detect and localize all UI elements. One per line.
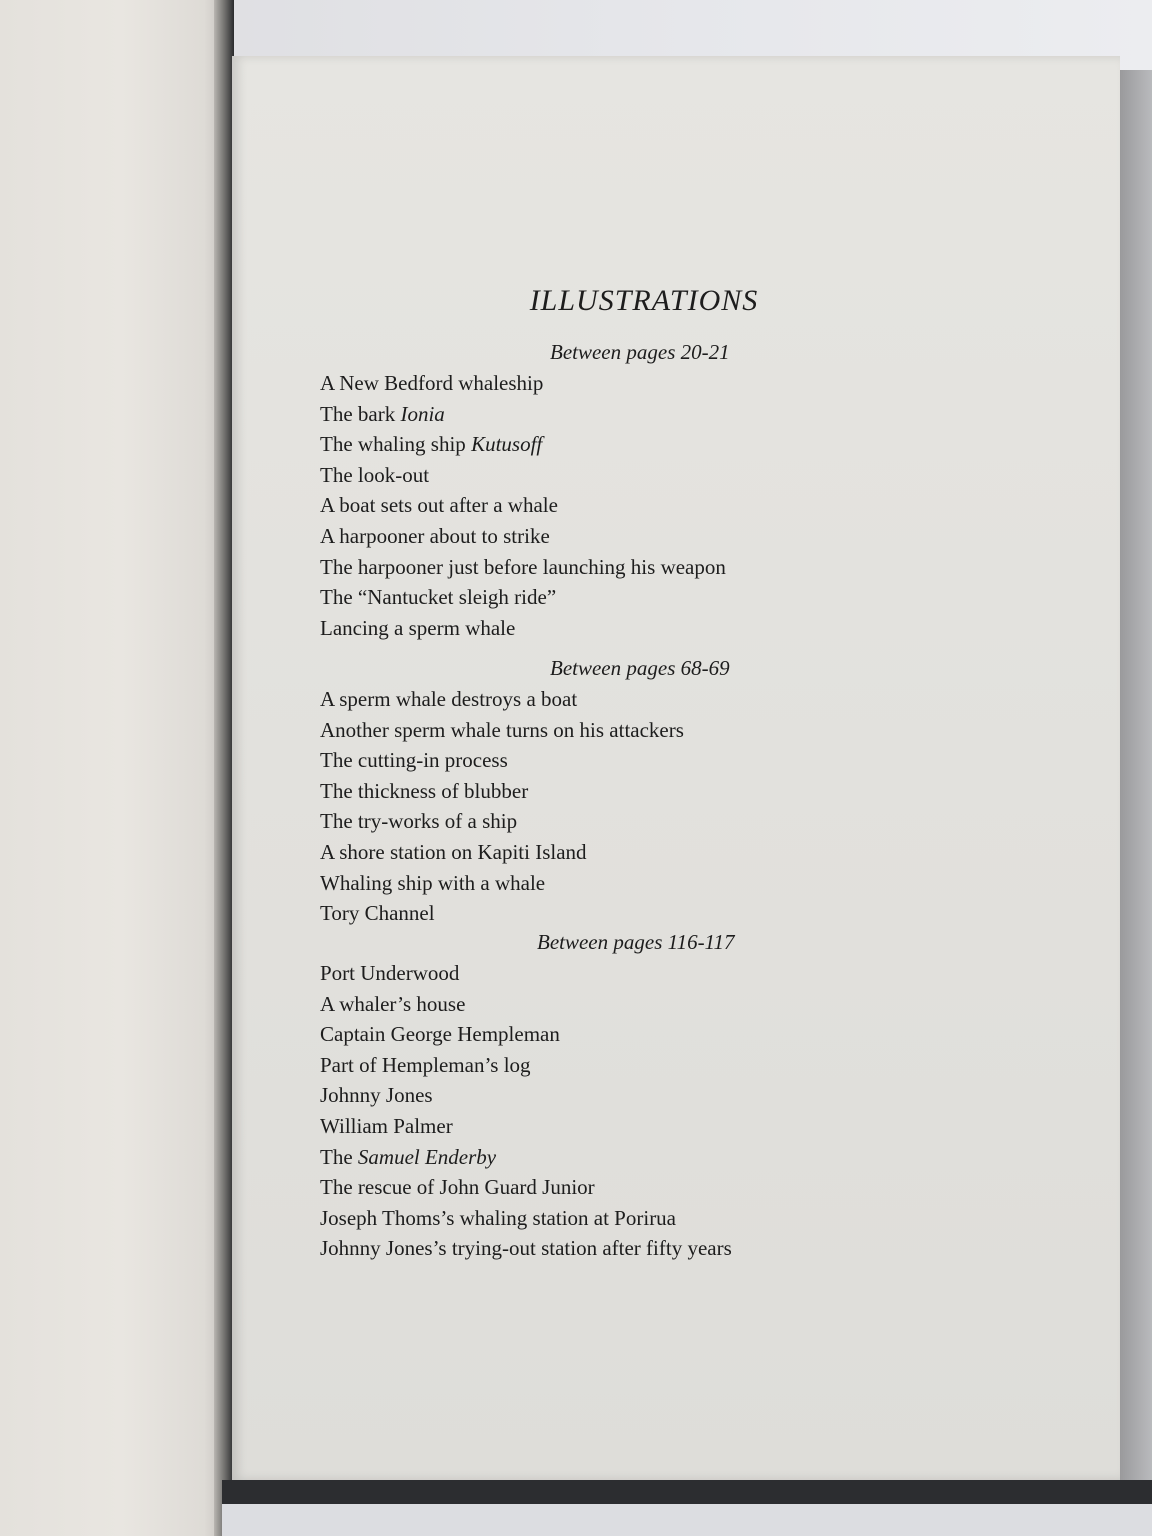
illustration-entry [320, 958, 732, 989]
illustration-entry [320, 868, 684, 899]
entry-text: Tory Channel [320, 901, 435, 926]
illustration-entry [320, 582, 726, 613]
illustration-entry [320, 552, 726, 583]
illustration-entry [320, 1019, 732, 1050]
illustration-entry [320, 1111, 732, 1142]
entry-text: A harpooner about to strike [320, 523, 550, 548]
entry-text: The “Nantucket sleigh ride” [320, 585, 557, 610]
entry-text: Johnny Jones [320, 1083, 433, 1108]
entry-text: William Palmer [320, 1113, 453, 1138]
illustration-entry [320, 1050, 732, 1081]
illustration-entry [320, 898, 684, 929]
entry-text: Joseph Thoms’s whaling station at Porirua [320, 1205, 677, 1230]
entry-text: The try-works of a ship [320, 809, 518, 834]
illustration-list-1 [320, 368, 726, 643]
entry-text: Lancing a sperm whale [320, 615, 516, 640]
illustration-entry [320, 715, 684, 746]
entry-text: The look-out [320, 462, 430, 487]
entry-text: A shore station on Kapiti Island [320, 839, 587, 864]
entry-text: Part of Hempleman’s log [320, 1052, 531, 1077]
left-facing-page [0, 0, 222, 1536]
illustration-list-2 [320, 684, 684, 929]
illustration-entry [320, 989, 732, 1020]
entry-text: Whaling ship with a whale [320, 870, 546, 895]
book-page [232, 56, 1120, 1480]
entry-text: A sperm whale destroys a boat [320, 687, 578, 711]
illustration-entry [320, 776, 684, 807]
entry-text: The thickness of blubber [320, 778, 529, 803]
illustration-entry [320, 1172, 732, 1203]
entry-italic-title: Kutusoff [471, 432, 543, 457]
illustration-entry [320, 745, 684, 776]
entry-italic-title: Ionia [400, 401, 445, 426]
illustration-entry [320, 521, 726, 552]
table-surface [222, 1504, 1152, 1536]
cover-board-bottom [222, 1480, 1152, 1504]
section-label-1: Between pages 20-21 [550, 340, 730, 364]
illustration-entry [320, 368, 726, 399]
entry-text: Johnny Jones’s trying-out station after fifty years [320, 1236, 732, 1261]
illustration-entry [320, 1203, 732, 1234]
illustration-entry [320, 429, 726, 460]
entry-text: The cutting-in process [320, 748, 508, 773]
page-heading: ILLUSTRATIONS [529, 284, 759, 317]
entry-text: Another sperm whale turns on his attackers [320, 717, 684, 742]
illustration-entry [320, 1233, 732, 1264]
illustration-entry [320, 806, 684, 837]
entry-text: The whaling ship [320, 432, 472, 457]
illustration-entry [320, 1080, 732, 1111]
cover-board-edge [1120, 70, 1152, 1504]
entry-text: A boat sets out after a whale [320, 493, 558, 518]
illustration-entry [320, 399, 726, 430]
entry-text: The harpooner just before launching his weapon [320, 554, 726, 579]
illustration-entry [320, 837, 684, 868]
entry-text: The rescue of John Guard Junior [320, 1175, 595, 1200]
illustration-list-3 [320, 958, 732, 1264]
entry-text: Captain George Hempleman [320, 1022, 560, 1047]
entry-text: A New Bedford whaleship [320, 371, 544, 395]
illustration-entry [320, 613, 726, 644]
entry-text: The bark [320, 401, 401, 426]
section-label-2: Between pages 68-69 [550, 656, 730, 680]
illustration-entry [320, 460, 726, 491]
section-label-3: Between pages 116-117 [537, 930, 735, 954]
illustration-entry [320, 490, 726, 521]
entry-text: Port Underwood [320, 961, 460, 985]
illustration-entry [320, 684, 684, 715]
entry-italic-title: Samuel Enderby [357, 1144, 497, 1169]
entry-text: The [320, 1144, 358, 1169]
book-spine-gutter [214, 0, 234, 1536]
entry-text: A whaler’s house [320, 991, 466, 1016]
illustration-entry [320, 1142, 732, 1173]
